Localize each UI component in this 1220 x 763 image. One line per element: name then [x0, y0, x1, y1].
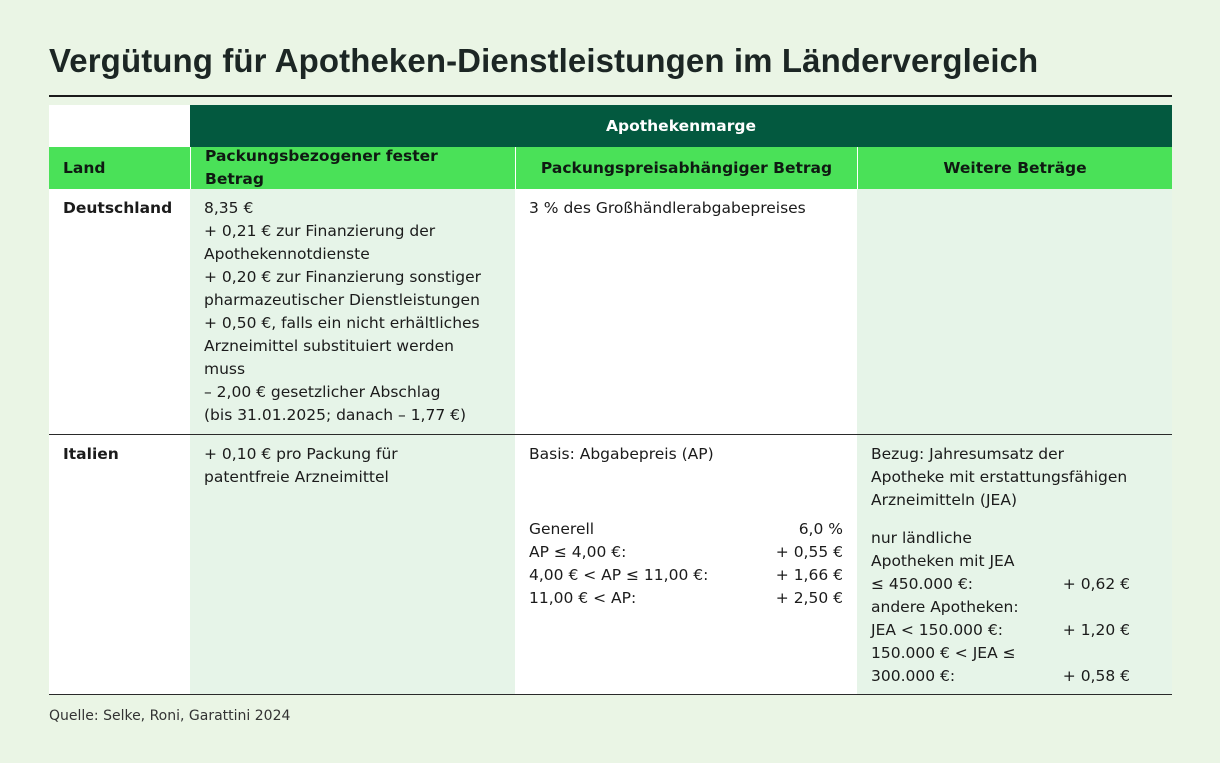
comparison-table	[49, 105, 1172, 695]
rate-label: Generell	[529, 520, 595, 538]
rate-value: + 1,20 €	[1062, 621, 1130, 639]
title-divider	[49, 95, 1172, 97]
cell-line: (bis 31.01.2025; danach – 1,77 €)	[204, 406, 467, 424]
cell-line: muss	[204, 360, 246, 378]
table-corner	[49, 105, 190, 147]
page-title: Vergütung für Apotheken-Dienstleistungen im Ländervergleich	[49, 42, 1039, 79]
rate-row	[871, 642, 1158, 665]
jea-rate-list	[871, 527, 1158, 688]
rate-label: Apotheken mit JEA	[871, 552, 1015, 570]
cell-line: patentfreie Arzneimittel	[204, 468, 389, 486]
rate-row	[871, 573, 1158, 596]
rate-value: + 0,58 €	[1062, 667, 1130, 685]
rate-label: 300.000 €:	[871, 667, 956, 685]
cell-de-further	[857, 189, 1172, 435]
rate-row	[529, 541, 843, 564]
rate-row	[871, 619, 1158, 642]
column-header-further: Weitere Beträge	[857, 147, 1172, 189]
rate-value: + 0,62 €	[1062, 575, 1130, 593]
column-header-fixed: Packungsbezogener fester Betrag	[190, 147, 515, 189]
rate-row	[529, 587, 843, 610]
cell-line: Apotheke mit erstattungsfähigen	[871, 468, 1128, 486]
rate-label: nur ländliche	[871, 529, 972, 547]
rate-row	[529, 564, 843, 587]
rate-label: 150.000 € < JEA ≤	[871, 644, 1016, 662]
rate-value: 6,0 %	[798, 520, 843, 538]
cell-line: Bezug: Jahresumsatz der	[871, 445, 1065, 463]
cell-line: Arzneimittel substituiert werden	[204, 337, 454, 355]
row-land-deutschland: Deutschland	[49, 189, 190, 435]
rate-row	[871, 596, 1158, 619]
cell-line: Arzneimitteln (JEA)	[871, 491, 1017, 509]
rate-row	[871, 550, 1158, 573]
cell-it-price-dependent	[515, 435, 857, 695]
column-header-price-dependent: Packungspreisabhängiger Betrag	[515, 147, 857, 189]
cell-line: 3 % des Großhändlerabgabepreises	[529, 199, 806, 217]
rate-label: AP ≤ 4,00 €:	[529, 543, 627, 561]
row-land-italien: Italien	[49, 435, 190, 695]
cell-de-fixed	[190, 189, 515, 435]
rate-label: JEA < 150.000 €:	[871, 621, 1003, 639]
column-header-land: Land	[49, 147, 190, 189]
cell-line: + 0,20 € zur Finanzierung sonstiger	[204, 268, 481, 286]
cell-line: + 0,10 € pro Packung für	[204, 445, 398, 463]
rate-row	[871, 527, 1158, 550]
cell-line: Basis: Abgabepreis (AP)	[529, 445, 714, 463]
cell-de-price-dependent	[515, 189, 857, 435]
rate-row	[529, 518, 843, 541]
group-header-apothekenmarge: Apothekenmarge	[190, 105, 1172, 147]
rate-list	[529, 518, 843, 610]
rate-label: 4,00 € < AP ≤ 11,00 €:	[529, 566, 709, 584]
cell-it-fixed	[190, 435, 515, 695]
rate-label: andere Apotheken:	[871, 598, 1019, 616]
rate-value: + 0,55 €	[775, 543, 843, 561]
source-note: Quelle: Selke, Roni, Garattini 2024	[49, 708, 291, 724]
cell-it-further	[857, 435, 1172, 695]
cell-line: pharmazeutischer Dienstleistungen	[204, 291, 480, 309]
rate-value: + 2,50 €	[775, 589, 843, 607]
cell-line: + 0,21 € zur Finanzierung der	[204, 222, 436, 240]
rate-label: ≤ 450.000 €:	[871, 575, 974, 593]
cell-line: – 2,00 € gesetzlicher Abschlag	[204, 383, 441, 401]
cell-line: 8,35 €	[204, 199, 254, 217]
rate-value: + 1,66 €	[775, 566, 843, 584]
rate-row	[871, 665, 1158, 688]
cell-line: Apothekennotdienste	[204, 245, 370, 263]
cell-line: + 0,50 €, falls ein nicht erhältliches	[204, 314, 480, 332]
rate-label: 11,00 € < AP:	[529, 589, 637, 607]
